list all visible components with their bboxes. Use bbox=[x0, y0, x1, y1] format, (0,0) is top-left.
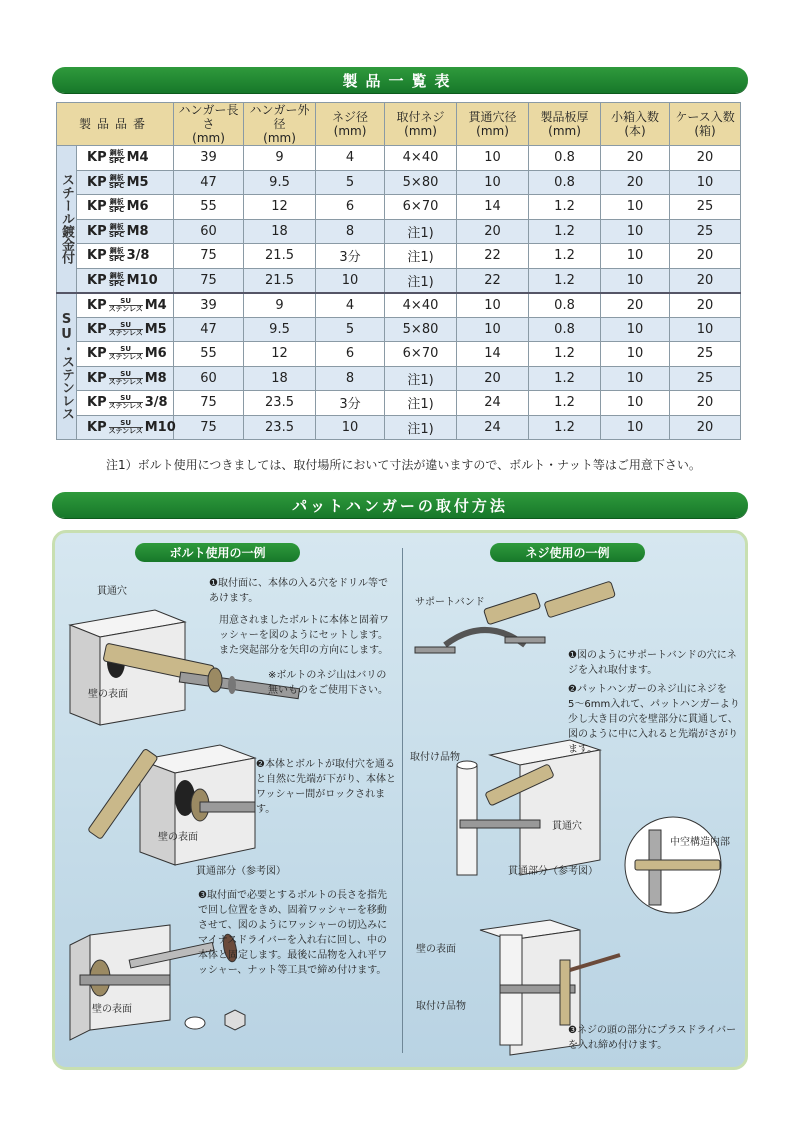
table-cell: 10 bbox=[601, 415, 670, 440]
support-band-drawing bbox=[415, 581, 616, 653]
product-prefix: KP bbox=[87, 321, 107, 337]
table-cell: 10 bbox=[316, 268, 385, 293]
table-cell: 4 bbox=[316, 146, 385, 171]
table-cell: 3分 bbox=[316, 244, 385, 269]
product-number-cell bbox=[77, 317, 174, 342]
product-prefix: KP bbox=[87, 248, 107, 264]
material-top: SU bbox=[109, 322, 143, 330]
material-bottom: SPC bbox=[108, 255, 125, 264]
table-cell: 20 bbox=[457, 366, 529, 391]
material-mark bbox=[109, 298, 143, 313]
material-top: 鋼板 bbox=[109, 149, 124, 158]
label-attached-item-1: 取付け品物 bbox=[410, 752, 460, 763]
material-top: SU bbox=[109, 395, 143, 403]
table-cell: 6 bbox=[316, 342, 385, 367]
table-cell: 8 bbox=[316, 219, 385, 244]
screw-step-1: ❶図のようにサポートバンドの穴にネジを入れ取付ます。 bbox=[568, 650, 737, 676]
material-top: SU bbox=[109, 346, 143, 354]
table-cell: 12 bbox=[244, 195, 316, 220]
table-cell: 9.5 bbox=[244, 170, 316, 195]
table-cell: 21.5 bbox=[244, 244, 316, 269]
product-number-cell bbox=[77, 366, 174, 391]
table-cell: 75 bbox=[174, 415, 244, 440]
table-cell: 10 bbox=[601, 268, 670, 293]
product-size: M10 bbox=[126, 272, 158, 288]
table-cell: 24 bbox=[457, 415, 529, 440]
product-prefix: KP bbox=[87, 419, 107, 435]
hollow-detail-drawing bbox=[625, 817, 721, 913]
table-cell: 10 bbox=[601, 391, 670, 416]
screw-illustrations bbox=[405, 575, 745, 1055]
install-method-banner: パットハンガーの取付方法 bbox=[52, 492, 748, 518]
product-prefix: KP bbox=[87, 370, 107, 386]
material-bottom: ステンレス bbox=[108, 328, 143, 337]
product-prefix: KP bbox=[87, 272, 107, 288]
material-top: 鋼板 bbox=[109, 198, 124, 207]
material-mark bbox=[109, 395, 143, 410]
product-number-cell bbox=[77, 391, 174, 416]
table-header-cell: ハンガー長さ (mm) bbox=[174, 103, 244, 146]
material-bottom: ステンレス bbox=[108, 377, 143, 386]
table-cell: 10 bbox=[316, 415, 385, 440]
table-cell: 60 bbox=[174, 366, 244, 391]
label-wall-surface-2: 壁の表面 bbox=[158, 832, 198, 843]
material-bottom: SPC bbox=[108, 279, 125, 288]
table-cell: 10 bbox=[601, 366, 670, 391]
table-cell: 22 bbox=[457, 268, 529, 293]
table-cell: 39 bbox=[174, 146, 244, 171]
group-label-text: スチール鍍金付 bbox=[59, 173, 74, 265]
table-cell: 注1) bbox=[385, 219, 457, 244]
product-number-cell bbox=[77, 244, 174, 269]
material-bottom: ステンレス bbox=[108, 353, 143, 362]
bolt-step-2: ❷本体とボルトが取付穴を通ると自然に先端が下がり、本体とワッシャー間がロックされます。 bbox=[256, 759, 396, 815]
product-number-cell bbox=[77, 342, 174, 367]
table-row bbox=[57, 342, 741, 367]
table-cell: 47 bbox=[174, 170, 244, 195]
product-table bbox=[56, 102, 740, 440]
bolt-note-burr: ※ボルトのネジ山はバリの無いものをご使用下さい。 bbox=[268, 670, 388, 696]
product-prefix: KP bbox=[87, 150, 107, 166]
table-cell: 25 bbox=[670, 219, 741, 244]
label-wall-surface-1: 壁の表面 bbox=[88, 689, 128, 700]
product-number-cell bbox=[77, 146, 174, 171]
pipe-wall-drawing bbox=[457, 740, 600, 875]
material-top: SU bbox=[109, 298, 143, 306]
table-cell: 4 bbox=[316, 293, 385, 318]
product-prefix: KP bbox=[87, 174, 107, 190]
table-cell: 25 bbox=[670, 366, 741, 391]
table-cell: 14 bbox=[457, 195, 529, 220]
table-header-cell: ケース入数 (箱) bbox=[670, 103, 741, 146]
table-cell: 75 bbox=[174, 244, 244, 269]
table-cell: 20 bbox=[670, 391, 741, 416]
table-cell: 10 bbox=[457, 317, 529, 342]
material-bottom: ステンレス bbox=[108, 304, 143, 313]
group-label-text: SU・ステンレス bbox=[59, 312, 74, 421]
label-through-hole: 貫通穴 bbox=[97, 586, 127, 597]
panel-divider bbox=[402, 548, 403, 1053]
table-cell: 47 bbox=[174, 317, 244, 342]
table-header-row bbox=[57, 103, 741, 146]
table-cell: 10 bbox=[601, 195, 670, 220]
screw-step-2: ❷パットハンガーのネジ山にネジを5〜6mm入れて、パットハンガーより少し大き目の穴を壁部分に貫通して、図のように中に入れると先端がさがります。 bbox=[568, 684, 740, 755]
product-size: M8 bbox=[126, 223, 149, 239]
screw-step-3: ❸ネジの頭の部分にプラスドライバーを入れ締め付けます。 bbox=[568, 1025, 737, 1051]
product-size: M6 bbox=[144, 346, 167, 362]
label-hollow-interior: 中空構造内部 bbox=[670, 837, 730, 848]
bolt-example-title: ボルト使用の一例 bbox=[135, 543, 300, 562]
table-row bbox=[57, 219, 741, 244]
table-cell: 23.5 bbox=[244, 415, 316, 440]
table-cell: 注1) bbox=[385, 244, 457, 269]
product-size: M8 bbox=[144, 370, 167, 386]
table-row bbox=[57, 391, 741, 416]
table-cell: 20 bbox=[601, 146, 670, 171]
material-bottom: ステンレス bbox=[108, 426, 143, 435]
table-cell: 20 bbox=[670, 293, 741, 318]
product-number-cell bbox=[77, 293, 174, 318]
product-prefix: KP bbox=[87, 223, 107, 239]
table-cell: 24 bbox=[457, 391, 529, 416]
table-cell: 5 bbox=[316, 317, 385, 342]
table-cell: 20 bbox=[670, 244, 741, 269]
table-cell: 23.5 bbox=[244, 391, 316, 416]
product-prefix: KP bbox=[87, 199, 107, 215]
product-size: M4 bbox=[144, 297, 167, 313]
material-bottom: SPC bbox=[108, 181, 125, 190]
table-cell: 10 bbox=[457, 293, 529, 318]
table-row bbox=[57, 170, 741, 195]
material-mark bbox=[109, 273, 125, 288]
table-cell: 75 bbox=[174, 268, 244, 293]
table-cell: 4×40 bbox=[385, 146, 457, 171]
product-size: M5 bbox=[144, 321, 167, 337]
product-number-cell bbox=[77, 219, 174, 244]
table-cell: 10 bbox=[670, 317, 741, 342]
table-cell: 10 bbox=[601, 244, 670, 269]
table-cell: 25 bbox=[670, 195, 741, 220]
table-row bbox=[57, 415, 741, 440]
table-cell: 1.2 bbox=[529, 268, 601, 293]
table-cell: 10 bbox=[457, 146, 529, 171]
table-cell: 6 bbox=[316, 195, 385, 220]
table-row bbox=[57, 146, 741, 171]
material-bottom: ステンレス bbox=[108, 402, 143, 411]
product-size: M4 bbox=[126, 150, 149, 166]
product-size: M10 bbox=[144, 419, 176, 435]
table-cell: 12 bbox=[244, 342, 316, 367]
material-top: 鋼板 bbox=[109, 173, 124, 182]
table-cell: 1.2 bbox=[529, 195, 601, 220]
table-cell: 9 bbox=[244, 293, 316, 318]
product-size: M5 bbox=[126, 174, 149, 190]
label-wall-surface-4: 壁の表面 bbox=[416, 944, 456, 955]
table-cell: 20 bbox=[670, 268, 741, 293]
bolt-step-1: ❶取付面に、本体の入る穴をドリル等であけます。 bbox=[209, 578, 388, 604]
material-top: 鋼板 bbox=[109, 271, 124, 280]
product-number-cell bbox=[77, 415, 174, 440]
material-mark bbox=[109, 224, 125, 239]
material-top: SU bbox=[109, 420, 143, 428]
table-cell: 0.8 bbox=[529, 146, 601, 171]
table-cell: 10 bbox=[601, 342, 670, 367]
label-screw-through-hole: 貫通穴 bbox=[552, 821, 582, 832]
table-cell: 注1) bbox=[385, 415, 457, 440]
table-cell: 10 bbox=[601, 219, 670, 244]
table-cell: 0.8 bbox=[529, 293, 601, 318]
product-list-banner: 製品一覧表 bbox=[52, 67, 748, 93]
table-cell: 20 bbox=[601, 170, 670, 195]
product-size: 3/8 bbox=[144, 395, 168, 411]
table-cell: 9.5 bbox=[244, 317, 316, 342]
material-mark bbox=[109, 248, 125, 263]
table-cell: 14 bbox=[457, 342, 529, 367]
table-row bbox=[57, 366, 741, 391]
product-prefix: KP bbox=[87, 395, 107, 411]
table-cell: 18 bbox=[244, 219, 316, 244]
material-mark bbox=[109, 175, 125, 190]
product-size: 3/8 bbox=[126, 248, 150, 264]
table-header-cell: ネジ径 (mm) bbox=[316, 103, 385, 146]
table-row bbox=[57, 317, 741, 342]
table-cell: 55 bbox=[174, 342, 244, 367]
material-bottom: SPC bbox=[108, 157, 125, 166]
table-cell: 10 bbox=[457, 170, 529, 195]
table-cell: 注1) bbox=[385, 268, 457, 293]
table-row bbox=[57, 244, 741, 269]
group-label bbox=[57, 293, 77, 440]
table-cell: 5×80 bbox=[385, 170, 457, 195]
product-prefix: KP bbox=[87, 297, 107, 313]
table-cell: 1.2 bbox=[529, 366, 601, 391]
table-cell: 5×80 bbox=[385, 317, 457, 342]
label-support-band: サポートバンド bbox=[415, 597, 485, 608]
table-cell: 0.8 bbox=[529, 317, 601, 342]
table-cell: 20 bbox=[670, 415, 741, 440]
table-cell: 6×70 bbox=[385, 342, 457, 367]
group-label bbox=[57, 146, 77, 293]
bolt-step-1b: 用意されましたボルトに本体と固着ワッシャーを図のようにセットします。また突起部分を矢印の方向にします。 bbox=[219, 615, 389, 656]
table-cell: 注1) bbox=[385, 391, 457, 416]
table-footnote: 注1）ボルト使用につきましては、取付場所において寸法が違いますので、ボルト・ナット等はご用意下さい。 bbox=[106, 458, 701, 472]
table-cell: 20 bbox=[601, 293, 670, 318]
table-cell: 1.2 bbox=[529, 342, 601, 367]
table-cell: 0.8 bbox=[529, 170, 601, 195]
table-cell: 10 bbox=[601, 317, 670, 342]
table-header-cell: 製品品番 bbox=[57, 103, 174, 146]
table-row bbox=[57, 268, 741, 293]
table-cell: 18 bbox=[244, 366, 316, 391]
table-cell: 20 bbox=[670, 146, 741, 171]
table-cell: 1.2 bbox=[529, 415, 601, 440]
bolt-step-3: ❸取付面で必要とするボルトの長さを指先で回し位置をきめ、固着ワッシャーを移動させて、図のようにワッシャーの切込みにマイナスドライバーを入れ右に回し、中の本体と固定します。最後に品物を入れ平ワッシャー、ナット等工具で締め付けます。 bbox=[198, 890, 388, 976]
table-cell: 21.5 bbox=[244, 268, 316, 293]
label-attached-item-2: 取付け品物 bbox=[416, 1001, 466, 1012]
table-header-cell: 製品板厚 (mm) bbox=[529, 103, 601, 146]
table-header-cell: 小箱入数 (本) bbox=[601, 103, 670, 146]
table-cell: 4×40 bbox=[385, 293, 457, 318]
material-mark bbox=[109, 150, 125, 165]
label-section-ref-1: 貫通部分（参考図） bbox=[196, 866, 286, 877]
product-prefix: KP bbox=[87, 346, 107, 362]
table-cell: 8 bbox=[316, 366, 385, 391]
table-cell: 1.2 bbox=[529, 391, 601, 416]
material-mark bbox=[109, 199, 125, 214]
table-cell: 25 bbox=[670, 342, 741, 367]
table-cell: 3分 bbox=[316, 391, 385, 416]
table-header-cell: 取付ネジ (mm) bbox=[385, 103, 457, 146]
material-top: 鋼板 bbox=[109, 222, 124, 231]
table-row bbox=[57, 195, 741, 220]
table-row bbox=[57, 293, 741, 318]
table-header-cell: 貫通穴径 (mm) bbox=[457, 103, 529, 146]
table-cell: 20 bbox=[457, 219, 529, 244]
table-cell: 1.2 bbox=[529, 244, 601, 269]
material-mark bbox=[109, 346, 143, 361]
label-section-ref-2: 貫通部分（参考図） bbox=[508, 866, 598, 877]
table-cell: 5 bbox=[316, 170, 385, 195]
wall-block-2 bbox=[88, 745, 255, 865]
table-cell: 6×70 bbox=[385, 195, 457, 220]
product-size: M6 bbox=[126, 199, 149, 215]
table-cell: 39 bbox=[174, 293, 244, 318]
product-number-cell bbox=[77, 268, 174, 293]
product-number-cell bbox=[77, 170, 174, 195]
table-cell: 1.2 bbox=[529, 219, 601, 244]
material-bottom: SPC bbox=[108, 230, 125, 239]
material-mark bbox=[109, 322, 143, 337]
table-cell: 60 bbox=[174, 219, 244, 244]
material-mark bbox=[109, 371, 143, 386]
table-cell: 10 bbox=[670, 170, 741, 195]
material-top: 鋼板 bbox=[109, 247, 124, 256]
material-bottom: SPC bbox=[108, 206, 125, 215]
product-number-cell bbox=[77, 195, 174, 220]
table-cell: 55 bbox=[174, 195, 244, 220]
table-cell: 22 bbox=[457, 244, 529, 269]
table-cell: 注1) bbox=[385, 366, 457, 391]
label-wall-surface-3: 壁の表面 bbox=[92, 1004, 132, 1015]
material-mark bbox=[109, 420, 143, 435]
screw-example-title: ネジ使用の一例 bbox=[490, 543, 645, 562]
table-cell: 75 bbox=[174, 391, 244, 416]
table-header-cell: ハンガー外径 (mm) bbox=[244, 103, 316, 146]
table-cell: 9 bbox=[244, 146, 316, 171]
material-top: SU bbox=[109, 371, 143, 379]
